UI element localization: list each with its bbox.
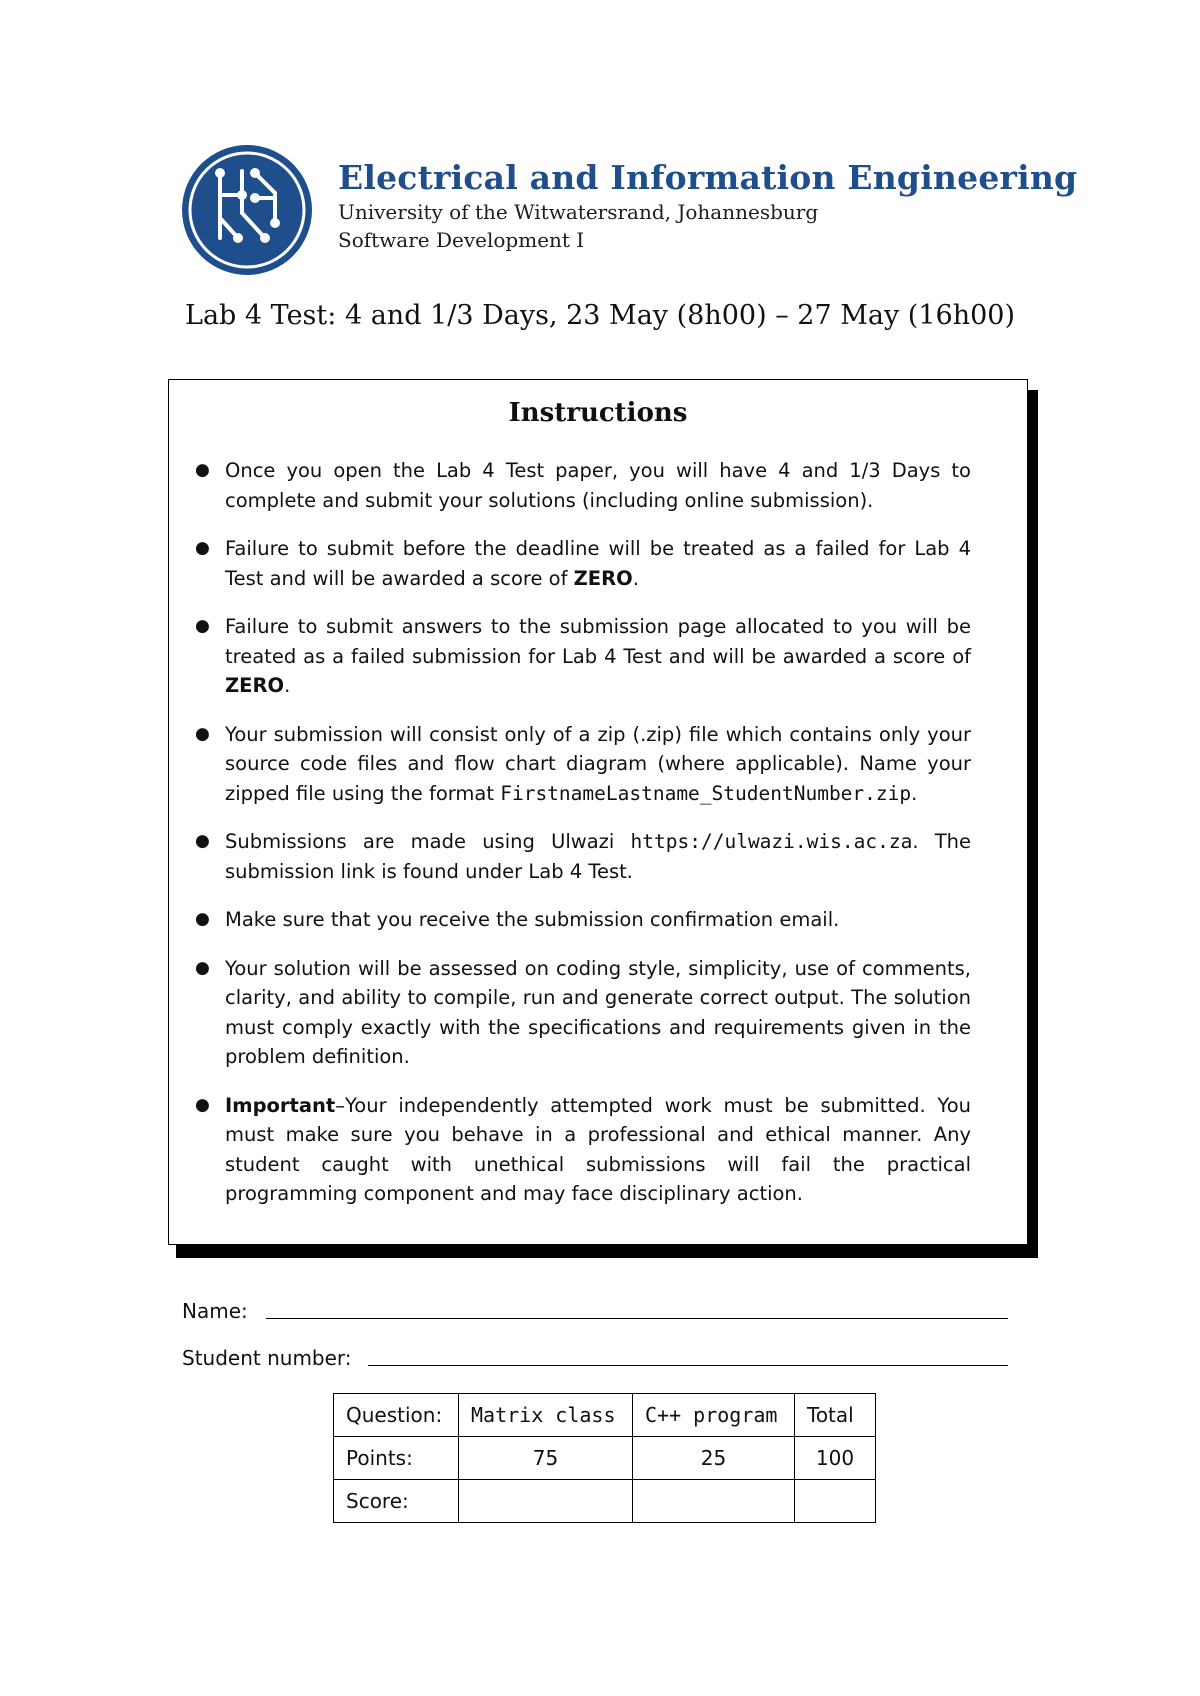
instruction-item	[195, 534, 971, 593]
instruction-emphasis: Important	[225, 1093, 336, 1117]
question-cell-total: Total	[795, 1394, 876, 1437]
instruction-text: Your submission will consist only of a zip (.zip) file which contains only your source code files and flow chart diagram (where applicable). Name your zipped file using the format	[225, 722, 971, 805]
course-name: Software Development I	[338, 228, 585, 252]
instruction-item	[195, 456, 971, 515]
instruction-text: Submissions are made using Ulwazi	[225, 830, 631, 853]
bullet-icon: ●	[195, 616, 210, 636]
university-name: University of the Witwatersrand, Johannesburg	[338, 200, 819, 224]
question-cell-cpp-program: C++ program	[633, 1394, 795, 1437]
name-line[interactable]	[266, 1318, 1008, 1319]
instructions-heading: Instructions	[508, 398, 688, 428]
score-header-cell: Score:	[334, 1480, 459, 1523]
points-cell-total: 100	[795, 1437, 876, 1480]
instruction-item	[195, 827, 971, 886]
points-cell-cpp-program: 25	[633, 1437, 795, 1480]
instructions-list	[195, 456, 971, 1228]
table-row	[334, 1394, 876, 1437]
instruction-text: Make sure that you receive the submission confirmation email.	[225, 908, 840, 931]
name-label: Name:	[182, 1299, 248, 1323]
bullet-icon: ●	[195, 909, 210, 929]
instruction-emphasis: ZERO	[225, 674, 285, 697]
bullet-icon: ●	[195, 723, 210, 744]
score-cell-cpp-program[interactable]	[633, 1480, 795, 1523]
instruction-text-tail: .	[632, 566, 639, 590]
instruction-code: FirstnameLastname_StudentNumber.zip	[500, 781, 912, 805]
department-title: Electrical and Information Engineering	[338, 158, 1078, 197]
instruction-text-tail: .	[911, 781, 918, 805]
bullet-icon: ●	[195, 460, 210, 480]
question-header-cell: Question:	[334, 1394, 459, 1437]
eie-logo-icon	[180, 143, 314, 277]
instruction-text-tail: .	[284, 674, 291, 697]
question-cell-matrix-class: Matrix class	[459, 1394, 633, 1437]
points-header-cell: Points:	[334, 1437, 459, 1480]
instructions-box	[168, 379, 1028, 1245]
instruction-item	[195, 720, 971, 809]
table-row	[334, 1437, 876, 1480]
student-number-line[interactable]	[368, 1365, 1008, 1366]
instruction-text-tail: . The submission link is found under Lab 4 Test.	[225, 830, 971, 883]
score-cell-total[interactable]	[795, 1480, 876, 1523]
student-number-label: Student number:	[182, 1346, 352, 1370]
instruction-text: Failure to submit before the deadline will be treated as a failed for Lab 4 Test and will be awarded a score of	[225, 537, 971, 590]
instruction-emphasis: ZERO	[573, 566, 633, 590]
instruction-item	[195, 612, 971, 701]
instruction-item	[195, 954, 971, 1072]
lab-title: Lab 4 Test: 4 and 1/3 Days, 23 May (8h00) – 27 May (16h00)	[185, 300, 1015, 331]
bullet-icon: ●	[195, 957, 210, 978]
score-table	[333, 1393, 876, 1523]
instruction-text: Once you open the Lab 4 Test paper, you will have 4 and 1/3 Days to complete and submit your solutions (including online submission).	[225, 459, 971, 512]
bullet-icon: ●	[195, 831, 210, 851]
instruction-code: https://ulwazi.wis.ac.za	[630, 830, 913, 853]
instruction-text: Failure to submit answers to the submission page allocated to you will be treated as a failed submission for Lab 4 Test and will be awarded a score of	[225, 615, 971, 668]
bullet-icon: ●	[195, 538, 210, 558]
instruction-text-tail: –Your independently attempted work must be submitted. You must make sure you behave in a professional and ethical manner. Any student caught with unethical submissions will fail the practical programming component and may face disciplinary action.	[225, 1093, 971, 1205]
instruction-item	[195, 1091, 971, 1209]
instruction-item	[195, 905, 971, 935]
points-cell-matrix-class: 75	[459, 1437, 633, 1480]
table-row	[334, 1480, 876, 1523]
instruction-text: Your solution will be assessed on coding style, simplicity, use of comments, clarity, and ability to compile, run and generate correct output. The solution must comply exactly with the specifications and requirements given in the problem definition.	[225, 956, 971, 1068]
bullet-icon: ●	[195, 1094, 210, 1115]
score-cell-matrix-class[interactable]	[459, 1480, 633, 1523]
